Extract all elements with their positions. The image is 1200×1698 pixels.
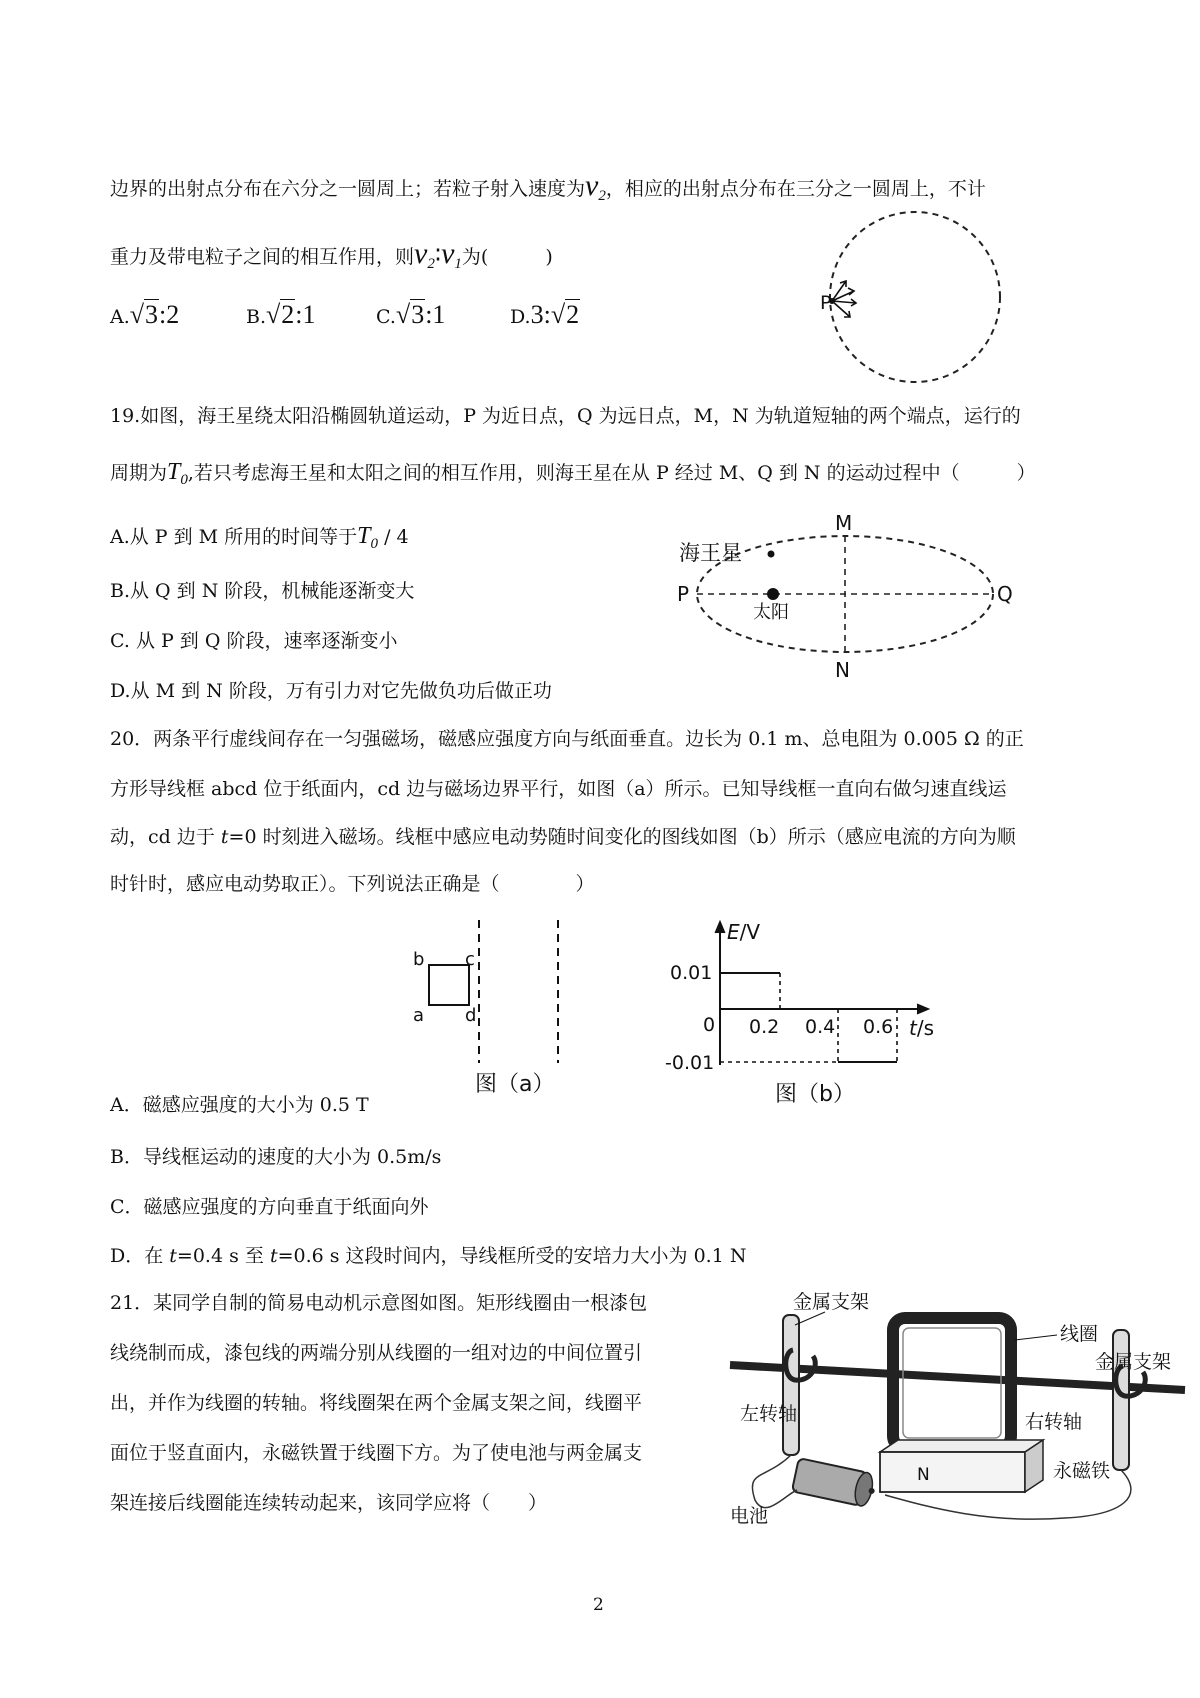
option-label: A. <box>110 306 130 328</box>
q20-option-b: B．导线框运动的速度的大小为 0.5m/s <box>110 1146 442 1168</box>
label-m: M <box>835 511 853 535</box>
var-t: T <box>167 459 181 485</box>
q20-line-3 <box>110 826 1016 849</box>
radicand: 2 <box>281 300 295 329</box>
permanent-magnet <box>880 1452 1025 1492</box>
q21-line-4: 面位于竖直面内，永磁铁置于线圈下方。为了使电池与两金属支 <box>110 1442 643 1464</box>
label-battery: 电池 <box>730 1505 769 1527</box>
var-t: t <box>269 1245 278 1267</box>
caption-a: 图（a） <box>475 1072 555 1097</box>
q19-option-a <box>110 522 409 553</box>
q18-option-d <box>510 300 580 330</box>
var-v2 <box>585 169 606 202</box>
q20-option-d-text-b: =0.4 s 至 <box>176 1245 270 1267</box>
label-d: d <box>465 1005 477 1026</box>
var-t0 <box>167 459 188 488</box>
option-pre: 3: <box>530 300 551 329</box>
radicand: 3 <box>145 300 159 329</box>
q21-line-2: 线绕制而成，漆包线的两端分别从线圈的一组对边的中间位置引 <box>110 1342 643 1364</box>
wire-left <box>752 1455 797 1508</box>
q20-option-d-text-c: =0.6 s 这段时间内，导线框所受的安培力大小为 0.1 N <box>277 1245 747 1267</box>
var-t: t <box>220 826 229 848</box>
q21-line-5: 架连接后线圈能连续转动起来，该同学应将（ ） <box>110 1492 548 1514</box>
q20-line-3-text-a: 动，cd 边于 <box>110 826 221 848</box>
q21-line-1: 21．某同学自制的简易电动机示意图如图。矩形线圈由一根漆包 <box>110 1292 648 1314</box>
q20-line-2: 方形导线框 abcd 位于纸面内，cd 边与磁场边界平行，如图（a）所示。已知导线框一直向右做匀速直线运 <box>110 778 1007 800</box>
subscript: 2 <box>598 188 606 204</box>
tick-origin: 0 <box>703 1014 716 1036</box>
y-axis-label-unit: /V <box>739 920 761 944</box>
x-axis-label-var: t <box>909 1016 917 1040</box>
tick-x-3: 0.6 <box>863 1016 894 1038</box>
label-a: a <box>413 1005 425 1026</box>
q18-line-1-text-a: 边界的出射点分布在六分之一圆周上；若粒子射入速度为 <box>110 178 586 200</box>
label-b: b <box>413 949 425 970</box>
option-label: C. <box>376 306 396 328</box>
q20-option-d-text-a: D．在 <box>110 1245 170 1267</box>
sqrt: √2 <box>550 300 580 329</box>
sqrt: √2 <box>266 300 295 329</box>
q20-line-1: 20．两条平行虚线间存在一匀强磁场，磁感应强度方向与纸面垂直。边长为 0.1 m、总电阻为 0.005 Ω 的正 <box>110 728 1024 750</box>
label-sun: 太阳 <box>753 602 789 623</box>
y-axis-label-var: E <box>727 920 740 944</box>
option-label: D. <box>510 306 531 328</box>
left-metal-support <box>783 1315 799 1455</box>
q19-line-1: 19.如图，海王星绕太阳沿椭圆轨道运动，P 为近日点，Q 为远日点，M，N 为轨道短轴的两个端点，运行的 <box>110 405 1021 427</box>
var-v: v <box>414 237 428 270</box>
q20-option-c: C．磁感应强度的方向垂直于纸面向外 <box>110 1196 429 1218</box>
label-neptune: 海王星 <box>679 541 742 565</box>
q20-figure-a <box>410 915 595 1100</box>
q19-line-2-text-a: 周期为 <box>110 462 168 484</box>
ratio-colon: ∶ <box>434 241 442 269</box>
q18-option-b <box>246 300 316 330</box>
sqrt: √3 <box>129 300 159 329</box>
q18-line-2-text-a: 重力及带电粒子之间的相互作用，则 <box>110 246 415 268</box>
y-axis-label <box>727 920 760 944</box>
x-axis-arrow <box>917 1004 929 1014</box>
q20-option-a: A．磁感应强度的大小为 0.5 T <box>110 1094 369 1116</box>
radicand: 2 <box>566 300 580 329</box>
q19-line-2 <box>110 458 1036 489</box>
x-axis-label <box>909 1016 934 1040</box>
radicand: 3 <box>411 300 425 329</box>
q18-line-2-text-b: 为( ) <box>461 246 553 268</box>
tick-y-pos: 0.01 <box>670 962 713 984</box>
q18-circle-figure <box>800 205 1030 385</box>
magnet-pole-label: N <box>917 1465 930 1485</box>
label-metal-support-right: 金属支架 <box>1095 1351 1172 1373</box>
var-v1 <box>441 237 462 270</box>
q21-line-3: 出，并作为线圈的转轴。将线圈架在两个金属支架之间，线圈平 <box>110 1392 643 1414</box>
label-c: c <box>465 949 475 970</box>
q19-orbit-figure <box>675 510 1025 685</box>
var-t: t <box>169 1245 177 1267</box>
label-left-axle: 左转轴 <box>740 1403 798 1425</box>
var-v: v <box>441 237 455 270</box>
q19-line-2-text-b: ,若只考虑海王星和太阳之间的相互作用，则海王星在从 P 经过 M、Q 到 N 的运动过程中（ ） <box>187 462 1036 484</box>
q19-option-b: B.从 Q 到 N 阶段，机械能逐渐变大 <box>110 580 415 602</box>
subscript: 1 <box>454 256 462 272</box>
subscript: 2 <box>427 256 435 272</box>
subscript: 0 <box>180 472 188 488</box>
y-axis-arrow <box>715 921 725 933</box>
option-rest: :1 <box>425 300 446 329</box>
label-metal-support-left: 金属支架 <box>793 1291 870 1313</box>
q18-line-2 <box>110 236 553 273</box>
q21-motor-figure <box>725 1280 1190 1535</box>
velocity-arrows <box>832 281 856 317</box>
q18-line-1-text-b: ，相应的出射点分布在三分之一圆周上，不计 <box>605 178 986 200</box>
sqrt: √3 <box>395 300 425 329</box>
var-v: v <box>585 169 599 202</box>
q18-option-c <box>376 300 445 330</box>
page-number: 2 <box>593 1595 604 1615</box>
q19-option-a-text-a: A.从 P 到 M 所用的时间等于 <box>110 526 358 548</box>
option-label: B. <box>246 306 267 328</box>
leader-coil <box>1015 1335 1057 1340</box>
neptune-dot <box>768 551 775 558</box>
wire-frame-abcd <box>429 965 469 1005</box>
var-t0 <box>357 523 379 552</box>
label-n: N <box>835 658 850 682</box>
boundary-circle <box>830 212 1000 382</box>
point-p-label: P <box>820 292 832 314</box>
q18-option-a <box>110 300 179 330</box>
q19-option-a-text-b: / 4 <box>378 526 409 548</box>
q19-option-d: D.从 M 到 N 阶段，万有引力对它先做负功后做正功 <box>110 680 552 702</box>
q20-option-d <box>110 1245 746 1268</box>
var-t: T <box>357 523 371 549</box>
q20-line-3-text-b: =0 时刻进入磁场。线框中感应电动势随时间变化的图线如图（b）所示（感应电流的方向为顺 <box>228 826 1016 848</box>
tick-x-2: 0.4 <box>805 1016 836 1038</box>
label-magnet: 永磁铁 <box>1053 1460 1111 1482</box>
q19-option-c: C. 从 P 到 Q 阶段，速率逐渐变小 <box>110 630 398 652</box>
tick-y-neg: -0.01 <box>665 1052 715 1074</box>
option-rest: :2 <box>159 300 180 329</box>
caption-b: 图（b） <box>775 1082 855 1107</box>
q18-line-1 <box>110 168 986 205</box>
subscript: 0 <box>370 536 379 552</box>
x-axis-label-unit: /s <box>916 1016 935 1040</box>
var-v2 <box>414 237 435 270</box>
sun-dot <box>767 588 779 600</box>
label-coil: 线圈 <box>1060 1323 1099 1345</box>
q20-line-4: 时针时，感应电动势取正）。下列说法正确是（ ） <box>110 873 595 895</box>
label-q: Q <box>997 582 1013 606</box>
label-right-axle: 右转轴 <box>1025 1411 1083 1433</box>
tick-x-1: 0.2 <box>749 1016 780 1038</box>
q20-figure-b <box>665 915 955 1110</box>
option-rest: :1 <box>295 300 316 329</box>
label-p: P <box>677 582 690 606</box>
magnet-top <box>880 1440 1043 1452</box>
battery <box>792 1458 878 1508</box>
